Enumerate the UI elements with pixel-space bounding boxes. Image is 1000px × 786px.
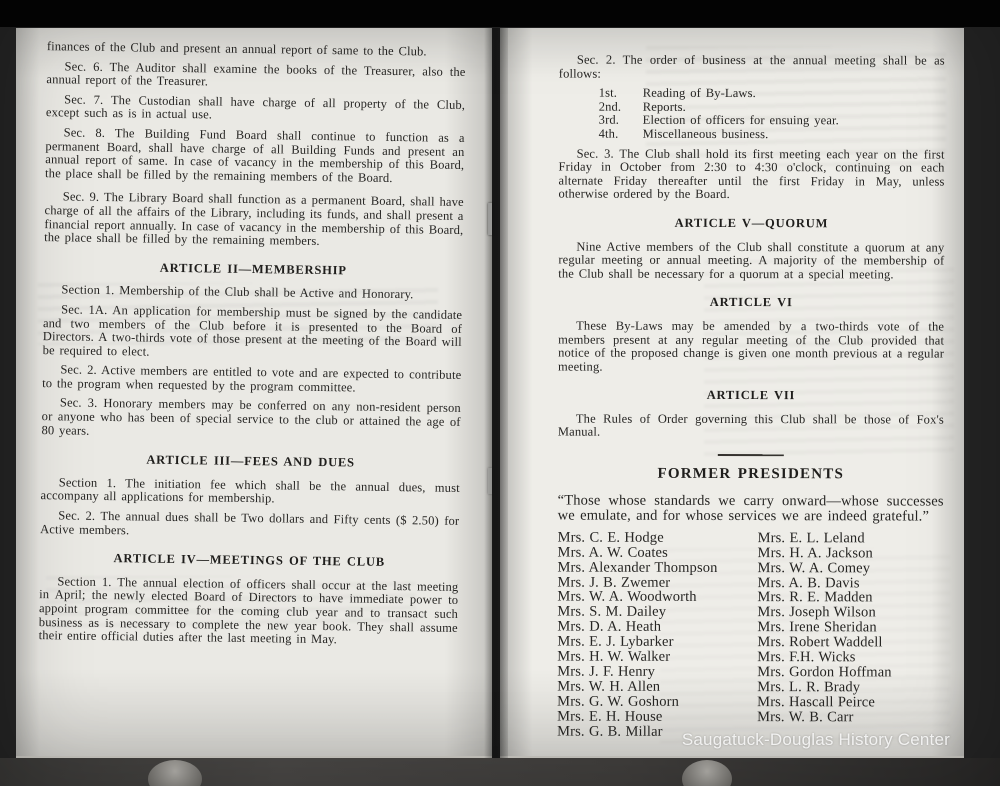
president-name: Mrs. Alexander Thompson	[557, 559, 718, 576]
order-text: Election of officers for ensuing year.	[642, 113, 839, 128]
paragraph-sec9: Sec. 9. The Library Board shall function as a permanent Board, shall have charge of all the affairs of the Library, including its funds, and shall present a financial report annually. In case of vacancy in the membership of this Board, the place shall be filled by the remaining members.	[44, 189, 464, 249]
right-page-content	[500, 28, 964, 740]
paragraph-sec7: Sec. 7. The Custodian shall have charge of all property of the Club, except such as is in actual use.	[45, 92, 466, 122]
president-name: Mrs. Joseph Wilson	[757, 604, 876, 621]
president-name: Mrs. R. E. Madden	[757, 589, 873, 606]
president-name: Mrs. Gordon Hoffman	[757, 664, 892, 681]
paragraph-sec8: Sec. 8. The Building Fund Board shall continue to function as a permanent Board, shall have charge of all Building Funds and present an annual report of same. In case of vacancy in the membership of this Board, the place shall be filled by the remaining members of the Board.	[45, 125, 465, 185]
paragraph-continuation: finances of the Club and present an annual report of same to the Club.	[46, 39, 427, 59]
order-ordinal: 3rd.	[598, 113, 620, 128]
president-name: Mrs. W. H. Allen	[557, 678, 661, 695]
paragraph-art4-sec1: Section 1. The annual election of officers shall occur at the last meeting in April; the newly elected Board of Directors to have immediate power to appoint program committee for the coming club year and to transact such business as is necessary to complete the new year book. They shall assume their entire official duties after the last meeting in May.	[38, 574, 459, 647]
article-iii-heading: ARTICLE III—FEES AND DUES	[146, 452, 355, 470]
paragraph-art2-sec3: Sec. 3. Honorary members may be conferred on any non-resident person or anyone who has been of special service to the club or attained the age of 80 years.	[41, 395, 461, 438]
president-name: Mrs. H. A. Jackson	[757, 544, 873, 562]
president-name: Mrs. C. E. Hodge	[557, 529, 664, 546]
president-name: Mrs. L. R. Brady	[757, 678, 861, 696]
president-name: Mrs. A. B. Davis	[757, 574, 860, 591]
section-divider-rule	[718, 454, 784, 456]
article-v-heading: ARTICLE V—QUORUM	[674, 215, 829, 231]
paragraph-sec2-intro: Sec. 2. The order of business at the annual meeting shall be as follows:	[558, 52, 945, 81]
article-vi-heading: ARTICLE VI	[709, 295, 793, 310]
president-name: Mrs. Robert Waddell	[757, 634, 883, 651]
photo-top-band	[0, 0, 1000, 27]
article-ii-heading: ARTICLE II—MEMBERSHIP	[159, 260, 347, 278]
watermark-text: Saugatuck-Douglas History Center	[681, 730, 950, 749]
president-name: Mrs. W. A. Comey	[757, 559, 871, 577]
paragraph-sec3: Sec. 3. The Club shall hold its first meeting each year on the first Friday in October from 2:30 to 4:30 o'clock, continuing on each alternate Friday thereafter until the first Friday in May, unless otherwise ordered by the Board.	[558, 146, 945, 202]
president-name: Mrs. H. W. Walker	[557, 648, 671, 665]
president-name: Mrs. E. J. Lybarker	[557, 633, 674, 651]
president-name: Mrs. Hascall Peirce	[757, 693, 875, 711]
presidents-column-1	[557, 530, 758, 739]
paragraph-amendments: These By-Laws may be amended by a two-thirds vote of the members present at any regular meeting of the Club provided that notice of the proposed change is given one month previous at a regular meeting.	[558, 318, 945, 374]
booklet-spine	[484, 28, 508, 758]
paragraph-art3-sec1: Section 1. The initiation fee which shall be the annual dues, must accompany all applications for membership.	[40, 475, 460, 506]
order-item	[559, 128, 945, 143]
president-name: Mrs. G. W. Goshorn	[557, 693, 680, 710]
right-page	[500, 28, 964, 758]
president-name: Mrs. J. B. Zwemer	[557, 574, 671, 591]
paragraph-rules-of-order: The Rules of Order governing this Club shall be those of Fox's Manual.	[557, 411, 944, 440]
order-of-business-list	[559, 87, 945, 142]
article-vii-heading: ARTICLE VII	[706, 388, 796, 403]
order-text: Miscellaneous business.	[642, 126, 769, 142]
left-page	[16, 28, 492, 758]
order-text: Reading of By-Laws.	[642, 85, 756, 101]
paragraph-art2-sec1: Section 1. Membership of the Club shall be Active and Honorary.	[61, 282, 414, 302]
former-presidents-heading: FORMER PRESIDENTS	[657, 465, 845, 483]
paragraph-art2-sec2: Sec. 2. Active members are entitled to vote and are expected to contribute to the program when requested by the program committee.	[42, 362, 462, 395]
staple-icon	[488, 203, 492, 235]
staple-icon	[488, 468, 492, 494]
president-name: Mrs. S. M. Dailey	[557, 603, 667, 621]
order-ordinal: 2nd.	[598, 99, 622, 114]
president-name: Mrs. W. A. Woodworth	[557, 589, 697, 606]
paragraph-sec6: Sec. 6. The Auditor shall examine the books of the Treasurer, also the annual report of the Treasurer.	[46, 58, 466, 89]
paragraph-art3-sec2: Sec. 2. The annual dues shall be Two dollars and Fifty cents ($ 2.50) for Active members.	[40, 508, 460, 537]
president-name: Mrs. G. B. Millar	[557, 723, 663, 740]
presidents-column-2	[757, 531, 944, 740]
former-presidents-list	[557, 530, 944, 740]
president-name: Mrs. E. H. House	[557, 708, 663, 725]
left-page-content	[16, 28, 492, 649]
order-text: Reports.	[642, 99, 686, 114]
paragraph-art2-sec1a: Sec. 1A. An application for membership must be signed by the candidate and two members of the Club before it is presented to the Board of Directors. A two-thirds vote of those present at the meeting of the Board will be required to elect.	[42, 302, 463, 359]
president-name: Mrs. D. A. Heath	[557, 618, 662, 636]
president-name: Mrs. J. F. Henry	[557, 663, 656, 680]
former-presidents-quote: “Those whose standards we carry onward—whose successes we emulate, and for whose services we are indeed grateful.”	[557, 492, 944, 525]
paragraph-quorum: Nine Active members of the Club shall constitute a quorum at any regular meeting or annual meeting. A majority of the membership of the Club shall be necessary for a quorum at a special meeting.	[558, 239, 945, 282]
president-name: Mrs. E. L. Leland	[757, 529, 865, 547]
president-name: Mrs. F.H. Wicks	[757, 649, 856, 666]
order-ordinal: 1st.	[598, 85, 618, 100]
president-name: Mrs. A. W. Coates	[557, 544, 668, 561]
president-name: Mrs. Irene Sheridan	[757, 619, 877, 636]
president-name: Mrs. W. B. Carr	[757, 708, 854, 726]
order-ordinal: 4th.	[598, 126, 619, 141]
article-iv-heading: ARTICLE IV—MEETINGS OF THE CLUB	[113, 551, 386, 570]
